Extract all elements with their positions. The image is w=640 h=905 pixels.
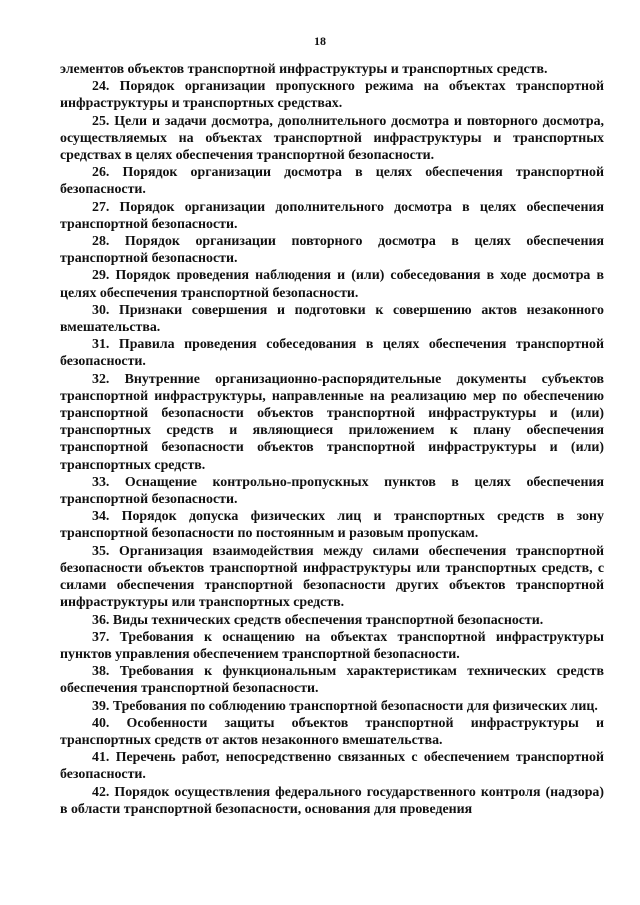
paragraph-25: 25. Цели и задачи досмотра, дополнительного досмотра и повторного досмотра, осуществляемых на объектах транспортной инфраструктуры и транспортных средствах в целях обеспечения транспортной безопасности. (60, 113, 604, 164)
document-body (60, 61, 604, 818)
paragraph-29: 29. Порядок проведения наблюдения и (или) собеседования в ходе досмотра в целях обеспечения транспортной безопасности. (60, 268, 604, 301)
paragraph-33: 33. Оснащение контрольно-пропускных пунктов в целях обеспечения транспортной безопасности. (60, 474, 604, 508)
paragraph-34: 34. Порядок допуска физических лиц и транспортных средств в зону транспортной безопасности по постоянным и разовым пропускам. (60, 509, 604, 542)
paragraph-40: 40. Особенности защиты объектов транспортной инфраструктуры и транспортных средств от актов незаконного вмешательства. (60, 715, 604, 748)
paragraph-35: 35. Организация взаимодействия между силами обеспечения транспортной безопасности объектов транспортной инфраструктуры или транспортных средств, с силами обеспечения транспортной безопасности других объектов транспортной инфраструктуры или транспортных средств. (60, 543, 604, 611)
page-number: 18 (314, 34, 326, 48)
paragraph-36: 36. Виды технических средств обеспечения транспортной безопасности. (92, 612, 544, 628)
paragraph-28: 28. Порядок организации повторного досмотра в целях обеспечения транспортной безопасности. (60, 234, 604, 267)
paragraph-42: 42. Порядок осуществления федерального государственного контроля (надзора) в области транспортной безопасности, основания для проведения (60, 784, 604, 817)
paragraph-30: 30. Признаки совершения и подготовки к совершению актов незаконного вмешательства. (60, 302, 604, 336)
paragraph-continuation: элементов объектов транспортной инфраструктуры и транспортных средств. (60, 62, 548, 77)
paragraph-24: 24. Порядок организации пропускного режима на объектах транспортной инфраструктуры и транспортных средствах. (60, 79, 604, 112)
paragraph-38: 38. Требования к функциональным характеристикам технических средств обеспечения транспортной безопасности. (60, 664, 604, 697)
paragraph-41: 41. Перечень работ, непосредственно связанных с обеспечением транспортной безопасности. (60, 750, 604, 783)
paragraph-39: 39. Требования по соблюдению транспортной безопасности для физических лиц. (92, 698, 598, 714)
paragraph-26: 26. Порядок организации досмотра в целях обеспечения транспортной безопасности. (60, 165, 604, 198)
paragraph-27: 27. Порядок организации дополнительного досмотра в целях обеспечения транспортной безопасности. (60, 199, 604, 232)
paragraph-31: 31. Правила проведения собеседования в целях обеспечения транспортной безопасности. (60, 337, 604, 370)
paragraph-37: 37. Требования к оснащению на объектах транспортной инфраструктуры пунктов управления обеспечением транспортной безопасности. (60, 629, 604, 662)
paragraph-32: 32. Внутренние организационно-распорядительные документы субъектов транспортной инфраструктуры, направленные на реализацию мер по обеспечению транспортной безопасности объектов транспортной инфраструктуры и (или) транспортных средств и являющиеся приложением к плану обеспечения транспортной безопасности объектов транспортной инфраструктуры и (или) транспортных средств. (60, 371, 604, 473)
